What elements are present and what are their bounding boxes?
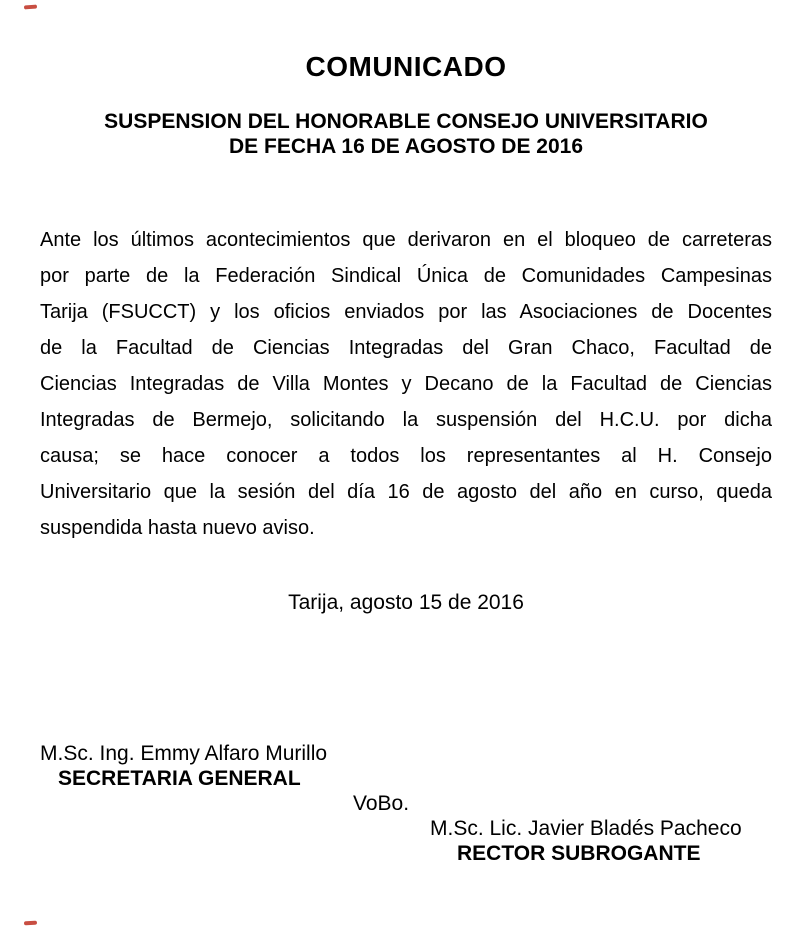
signature-right-name: M.Sc. Lic. Javier Bladés Pacheco: [430, 817, 742, 840]
document-subtitle: [40, 109, 772, 159]
body-line: Universitario que la sesión del día 16 de agosto del año en curso, queda: [40, 481, 772, 503]
body-line: Ciencias Integradas de Villa Montes y Decano de la Facultad de Ciencias: [40, 373, 772, 395]
signature-left-title: SECRETARIA GENERAL: [58, 767, 301, 790]
signature-right-title: RECTOR SUBROGANTE: [457, 842, 701, 865]
signature-left-name: M.Sc. Ing. Emmy Alfaro Murillo: [40, 742, 328, 765]
subtitle-line-1: SUSPENSION DEL HONORABLE CONSEJO UNIVERSITARIO: [104, 110, 708, 133]
vobo-label: VoBo.: [353, 792, 410, 815]
red-scan-mark-top-left: [24, 5, 37, 10]
body-line: suspendida hasta nuevo aviso.: [40, 517, 315, 539]
dateline: Tarija, agosto 15 de 2016: [288, 591, 524, 614]
body-line: Ante los últimos acontecimientos que derivaron en el bloqueo de carreteras: [40, 229, 772, 251]
subtitle-line-2: DE FECHA 16 DE AGOSTO DE 2016: [229, 135, 583, 158]
body-line: Tarija (FSUCCT) y los oficios enviados por las Asociaciones de Docentes: [40, 301, 772, 323]
signature-block: [40, 741, 772, 866]
body-paragraph: [40, 222, 772, 546]
body-line: causa; se hace conocer a todos los representantes al H. Consejo: [40, 445, 772, 467]
red-scan-mark-bottom-left: [24, 921, 37, 926]
document-title: COMUNICADO: [305, 51, 507, 82]
body-line: Integradas de Bermejo, solicitando la suspensión del H.C.U. por dicha: [40, 409, 772, 431]
body-line: de la Facultad de Ciencias Integradas del Gran Chaco, Facultad de: [40, 337, 772, 359]
body-line: por parte de la Federación Sindical Única de Comunidades Campesinas: [40, 265, 772, 287]
